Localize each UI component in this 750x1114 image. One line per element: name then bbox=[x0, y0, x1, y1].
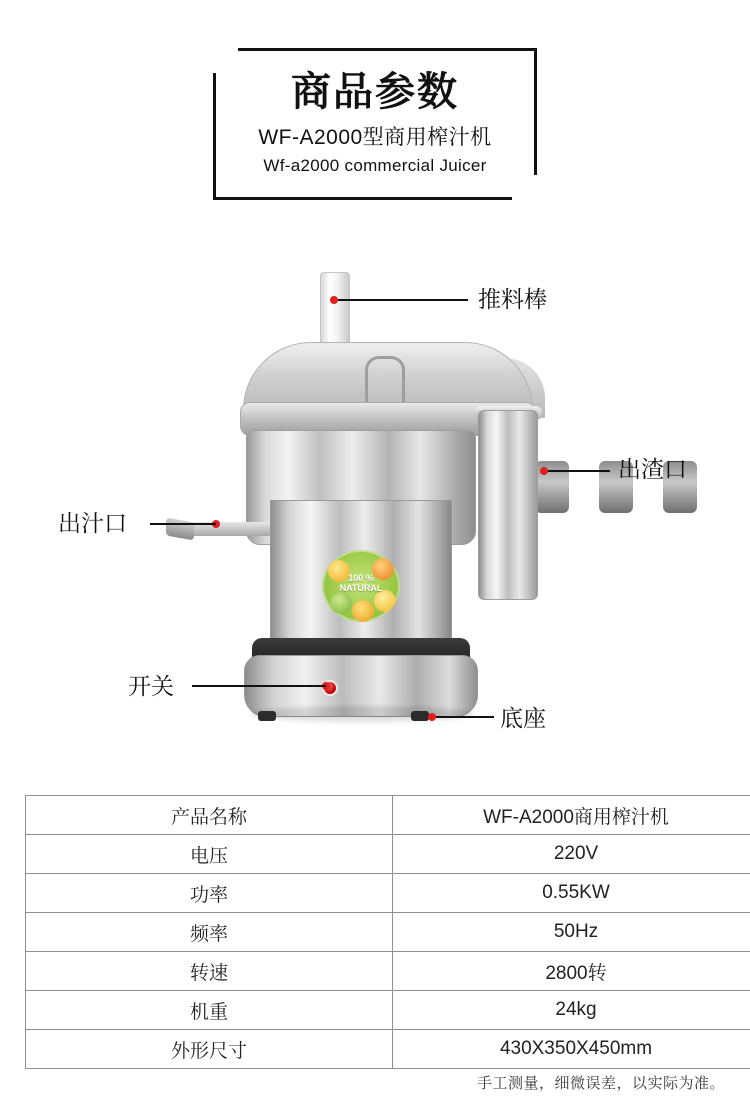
pulp-chute-tube-shape bbox=[478, 410, 538, 600]
spec-label: 产品名称 bbox=[26, 796, 393, 835]
callout-leader-line-pulp-out bbox=[548, 470, 610, 472]
callout-anchor-dot-base bbox=[428, 713, 436, 721]
table-row bbox=[26, 874, 750, 913]
base-shadow-shape bbox=[250, 706, 474, 722]
logo-percent-text: 100 % bbox=[348, 573, 374, 583]
spec-value: 220V bbox=[393, 835, 750, 874]
juice-spout-tip-shape bbox=[166, 518, 194, 541]
juicer-machine-graphic bbox=[0, 230, 750, 770]
callout-label-pulp-out: 出渣口 bbox=[618, 456, 687, 482]
lid-handle-shape bbox=[365, 356, 405, 406]
product-illustration bbox=[0, 230, 750, 770]
spec-value: 430X350X450mm bbox=[393, 1030, 750, 1069]
fruit-slice-icon bbox=[352, 600, 374, 622]
callout-leader-line-base bbox=[436, 716, 494, 718]
spec-value: 2800转 bbox=[393, 952, 750, 991]
spec-label: 外形尺寸 bbox=[26, 1030, 393, 1069]
measurement-footnote: 手工测量，细微误差，以实际为准。 bbox=[476, 1075, 725, 1092]
callout-label-pusher: 推料棒 bbox=[478, 286, 547, 312]
table-row bbox=[26, 1030, 750, 1069]
table-row bbox=[26, 991, 750, 1030]
base-foot-shape bbox=[258, 711, 276, 721]
spec-value: 0.55KW bbox=[393, 874, 750, 913]
table-row bbox=[26, 796, 750, 835]
fruit-slice-icon bbox=[330, 592, 352, 614]
header-banner bbox=[213, 48, 537, 200]
spec-value: 50Hz bbox=[393, 913, 750, 952]
table-row bbox=[26, 952, 750, 991]
natural-logo-badge bbox=[322, 550, 400, 622]
spec-table-body bbox=[26, 796, 750, 1069]
header-subtitle-en: Wf-a2000 commercial Juicer bbox=[263, 155, 487, 175]
spec-label: 功率 bbox=[26, 874, 393, 913]
spec-label: 机重 bbox=[26, 991, 393, 1030]
table-row bbox=[26, 913, 750, 952]
page-title: 商品参数 bbox=[291, 70, 459, 115]
callout-label-switch: 开关 bbox=[128, 673, 174, 699]
spec-label: 转速 bbox=[26, 952, 393, 991]
callout-leader-line-pusher bbox=[338, 299, 468, 301]
header-subtitle-cn: WF-A2000型商用榨汁机 bbox=[258, 126, 492, 150]
callout-leader-line-juice-out bbox=[150, 523, 216, 525]
callout-leader-line-switch bbox=[192, 685, 326, 687]
spec-label: 频率 bbox=[26, 913, 393, 952]
base-foot-shape bbox=[411, 711, 429, 721]
spec-table bbox=[25, 795, 750, 1069]
callout-label-juice-out: 出汁口 bbox=[58, 510, 127, 536]
spec-value: 24kg bbox=[393, 991, 750, 1030]
juice-spout-shape bbox=[148, 518, 270, 540]
logo-natural-text: NATURAL bbox=[339, 582, 383, 593]
table-row bbox=[26, 835, 750, 874]
callout-label-base: 底座 bbox=[500, 705, 546, 731]
callout-anchor-dot-pusher bbox=[330, 296, 338, 304]
spec-value: WF-A2000商用榨汁机 bbox=[393, 796, 750, 835]
callout-anchor-dot-pulp-out bbox=[540, 467, 548, 475]
spec-label: 电压 bbox=[26, 835, 393, 874]
